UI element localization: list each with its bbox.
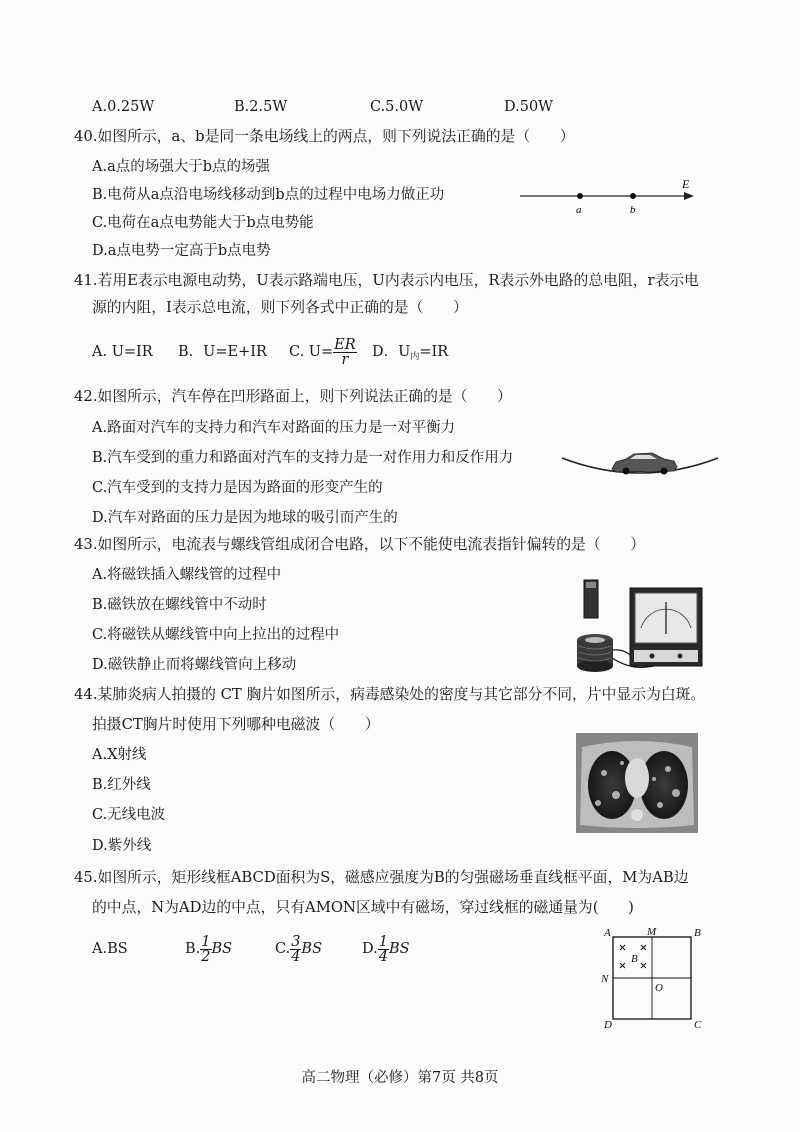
galvanometer-icon <box>630 588 702 666</box>
q40-option-b: B.电荷从a点沿电场线移动到b点的过程中电场力做正功 <box>92 187 445 203</box>
q40-stem: 40.如图所示，a、b是同一条电场线上的两点，则下列说法正确的是（ ） <box>74 128 575 145</box>
solenoid-icon <box>577 634 613 672</box>
q42-option-a: A.路面对汽车的支持力和汽车对路面的压力是一对平衡力 <box>92 420 456 436</box>
q41-option-c-numerator: ER <box>334 336 356 353</box>
q41-option-c-denominator: r <box>341 351 349 368</box>
car-on-concave-road-figure <box>560 438 720 480</box>
q44-option-a: A.X射线 <box>92 747 147 763</box>
q40-option-a: A.a点的场强大于b点的场强 <box>92 159 271 175</box>
q45-option-c-denominator: 4 <box>291 948 301 965</box>
q43-option-c: C.将磁铁从螺线管中向上拉出的过程中 <box>92 627 340 643</box>
bar-magnet-icon <box>584 580 598 618</box>
q41-option-d-subscript: 内 <box>410 352 420 362</box>
ct-chest-scan-image <box>576 733 698 833</box>
q42-option-b: B.汽车受到的重力和路面对汽车的支持力是一对作用力和反作用力 <box>92 450 514 466</box>
point-a-dot <box>577 193 583 199</box>
q45-option-c-suffix: BS <box>301 941 323 957</box>
q45-option-b-denominator: 2 <box>201 948 211 965</box>
vertex-n-label: N <box>601 973 609 985</box>
q43-option-b: B.磁铁放在螺线管中不动时 <box>92 597 267 613</box>
q43-stem: 43.如图所示，电流表与螺线管组成闭合电路，以下不能使电流表指针偏转的是（ ） <box>74 536 646 553</box>
q39-option-c: C.5.0W <box>370 99 424 115</box>
field-label-e: E <box>682 177 690 191</box>
q45-option-c-fraction <box>290 935 301 964</box>
q45-option-d <box>362 931 410 967</box>
q39-options <box>92 99 652 119</box>
q39-option-d: D.50W <box>504 99 554 115</box>
q41-option-c <box>289 334 357 370</box>
q44-stem-line2: 拍摄CT胸片时使用下列哪种电磁波（ ） <box>92 716 380 733</box>
q44-stem-line1: 44.某肺炎病人拍摄的 CT 胸片如图所示，病毒感染处的密度与其它部分不同，片中显示为白斑。 <box>74 686 706 703</box>
q45-option-d-fraction <box>378 935 389 964</box>
q41-stem-line2: 源的内阻，I表示总电流，则下列各式中正确的是（ ） <box>92 299 468 316</box>
vertex-o-label: O <box>655 982 663 994</box>
page-footer: 高二物理（必修）第7页 共8页 <box>301 1070 499 1086</box>
q44-option-c: C.无线电波 <box>92 807 166 823</box>
q41-option-c-prefix: C. U= <box>289 344 334 360</box>
q45-option-d-prefix: D. <box>362 941 378 957</box>
vertex-m-label: M <box>647 926 657 938</box>
q45-option-b-prefix: B. <box>185 941 201 957</box>
vertex-d-label: D <box>604 1019 612 1030</box>
q45-option-b-suffix: BS <box>211 941 233 957</box>
q43-option-a: A.将磁铁插入螺线管的过程中 <box>92 567 282 583</box>
q41-option-d-prefix: D．U <box>372 344 411 360</box>
q45-option-b <box>185 931 232 967</box>
vertex-c-label: C <box>694 1019 702 1030</box>
q45-option-b-numerator: 1 <box>201 933 211 950</box>
q41-option-c-fraction <box>333 338 357 367</box>
q42-option-d: D.汽车对路面的压力是因为地球的吸引而产生的 <box>92 510 398 526</box>
q41-option-b: B．U=E+IR <box>178 344 267 360</box>
q43-option-d: D.磁铁静止而将螺线管向上移动 <box>92 657 297 673</box>
q45-option-c <box>275 931 322 967</box>
q44-option-d: D.紫外线 <box>92 838 152 854</box>
point-a-label: a <box>576 204 582 216</box>
vertex-a-label: A <box>604 927 611 939</box>
q45-option-d-suffix: BS <box>388 941 410 957</box>
q45-option-b-fraction <box>200 935 211 964</box>
point-b-dot <box>630 193 636 199</box>
electric-field-line-figure <box>516 172 706 222</box>
q41-option-d-suffix: =IR <box>419 344 449 360</box>
q41-option-d <box>372 342 448 367</box>
q39-option-a: A.0.25W <box>92 99 155 115</box>
point-b-label: b <box>630 204 636 216</box>
q40-option-c: C.电荷在a点电势能大于b点电势能 <box>92 215 314 231</box>
q41-option-a: A. U=IR <box>92 344 153 360</box>
field-b-label: B <box>631 953 638 965</box>
q44-option-b: B.红外线 <box>92 777 151 793</box>
q45-option-c-prefix: C. <box>275 941 291 957</box>
q45-option-d-denominator: 4 <box>378 948 388 965</box>
car-icon <box>612 453 677 475</box>
q45-option-d-numerator: 1 <box>378 933 388 950</box>
q45-option-a: A.BS <box>92 941 128 957</box>
q42-option-c: C.汽车受到的支持力是因为路面的形变产生的 <box>92 480 383 496</box>
q42-stem: 42.如图所示，汽车停在凹形路面上，则下列说法正确的是（ ） <box>74 388 512 405</box>
q40-option-d: D.a点电势一定高于b点电势 <box>92 243 271 259</box>
q41-stem-line1: 41.若用E表示电源电动势，U表示路端电压，U内表示内电压，R表示外电路的总电阻，r表示电 <box>74 272 699 289</box>
q45-stem-line2: 的中点，N为AD边的中点，只有AMON区域中有磁场，穿过线框的磁通量为( ) <box>92 899 634 916</box>
q45-stem-line1: 45.如图所示，矩形线框ABCD面积为S，磁感应强度为B的匀强磁场垂直线框平面，M为AB边 <box>74 869 689 886</box>
q45-option-c-numerator: 3 <box>291 933 301 950</box>
q39-option-b: B.2.5W <box>234 99 288 115</box>
rectangle-loop-abcd-figure <box>598 924 708 1030</box>
solenoid-galvanometer-figure <box>568 572 713 680</box>
vertex-b-label: B <box>694 927 701 939</box>
